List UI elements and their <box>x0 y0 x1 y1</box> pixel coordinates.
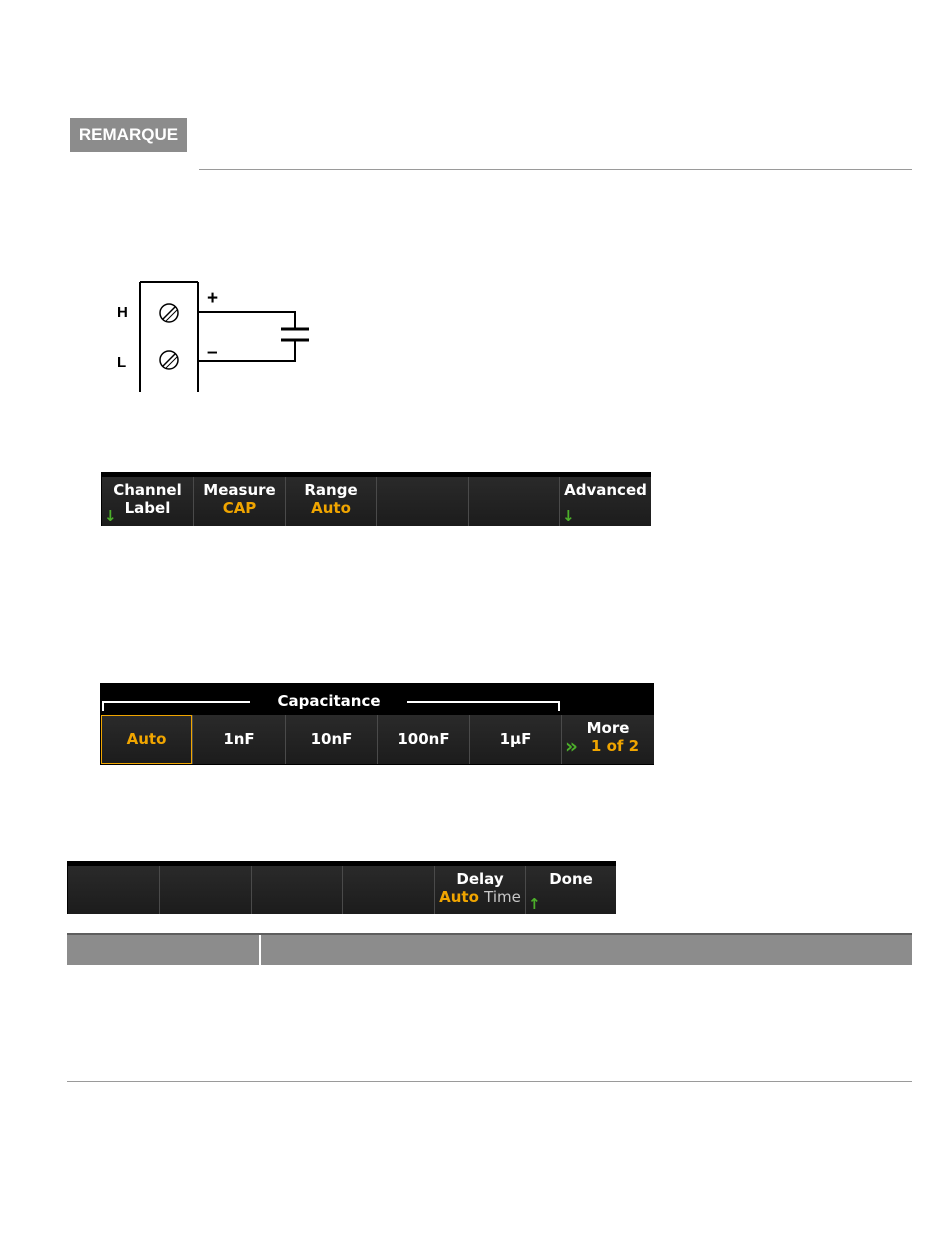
double-chevron-icon: » <box>565 734 578 758</box>
empty-softkey[interactable] <box>342 866 434 914</box>
range-1nf-key[interactable] <box>192 715 285 764</box>
softkey-bar-advanced <box>67 861 616 914</box>
delay-auto-option: Auto <box>439 888 479 906</box>
empty-softkey[interactable] <box>468 477 559 526</box>
terminal-l-label: L <box>117 354 127 371</box>
empty-softkey[interactable] <box>68 866 159 914</box>
more-softkey[interactable] <box>561 715 654 764</box>
range-100nf-label: 100nF <box>397 730 450 748</box>
range-1nf-label: 1nF <box>223 730 255 748</box>
measure-label: Measure <box>203 481 276 499</box>
empty-softkey[interactable] <box>159 866 251 914</box>
capacitor-wiring-diagram <box>105 280 320 400</box>
plus-sign: + <box>207 288 219 309</box>
range-1uf-key[interactable] <box>469 715 561 764</box>
delay-label: Delay <box>456 870 504 888</box>
table-header <box>67 933 912 965</box>
channel-label-line2: Label <box>124 499 171 517</box>
measure-softkey[interactable] <box>193 477 285 526</box>
more-label: More <box>586 719 630 737</box>
page-indicator: 1 of 2 <box>590 737 640 755</box>
note-badge: REMARQUE <box>70 118 187 152</box>
range-10nf-label: 10nF <box>310 730 353 748</box>
advanced-softkey[interactable] <box>559 477 651 526</box>
done-softkey[interactable] <box>525 866 616 914</box>
range-value: Auto <box>311 499 351 517</box>
divider <box>199 169 912 170</box>
up-arrow-icon: ↑ <box>528 895 541 913</box>
advanced-label: Advanced <box>564 481 647 499</box>
down-arrow-icon: ↓ <box>104 507 117 525</box>
range-auto-key[interactable] <box>101 715 192 764</box>
terminal-h-label: H <box>117 304 128 321</box>
softkey-bar-capacitance-range <box>100 683 654 765</box>
empty-softkey[interactable] <box>251 866 342 914</box>
delay-softkey[interactable] <box>434 866 525 914</box>
screw-terminal-icon <box>160 351 178 369</box>
minus-sign: – <box>207 342 218 363</box>
column-separator <box>259 935 261 965</box>
screw-terminal-icon <box>160 304 178 322</box>
down-arrow-icon: ↓ <box>562 507 575 525</box>
done-label: Done <box>549 870 593 888</box>
range-auto-label: Auto <box>126 730 167 748</box>
range-10nf-key[interactable] <box>285 715 377 764</box>
capacitance-range-title: Capacitance <box>277 692 381 710</box>
measure-value: CAP <box>222 499 257 517</box>
range-1uf-label: 1µF <box>499 730 532 748</box>
table-bottom-rule <box>67 1081 912 1082</box>
range-100nf-key[interactable] <box>377 715 469 764</box>
range-softkey[interactable] <box>285 477 376 526</box>
delay-time-option: Time <box>484 888 521 906</box>
softkey-bar-main <box>101 472 651 526</box>
channel-label-line1: Channel <box>113 481 182 499</box>
empty-softkey[interactable] <box>376 477 468 526</box>
range-label: Range <box>304 481 358 499</box>
channel-label-softkey[interactable] <box>102 477 193 526</box>
